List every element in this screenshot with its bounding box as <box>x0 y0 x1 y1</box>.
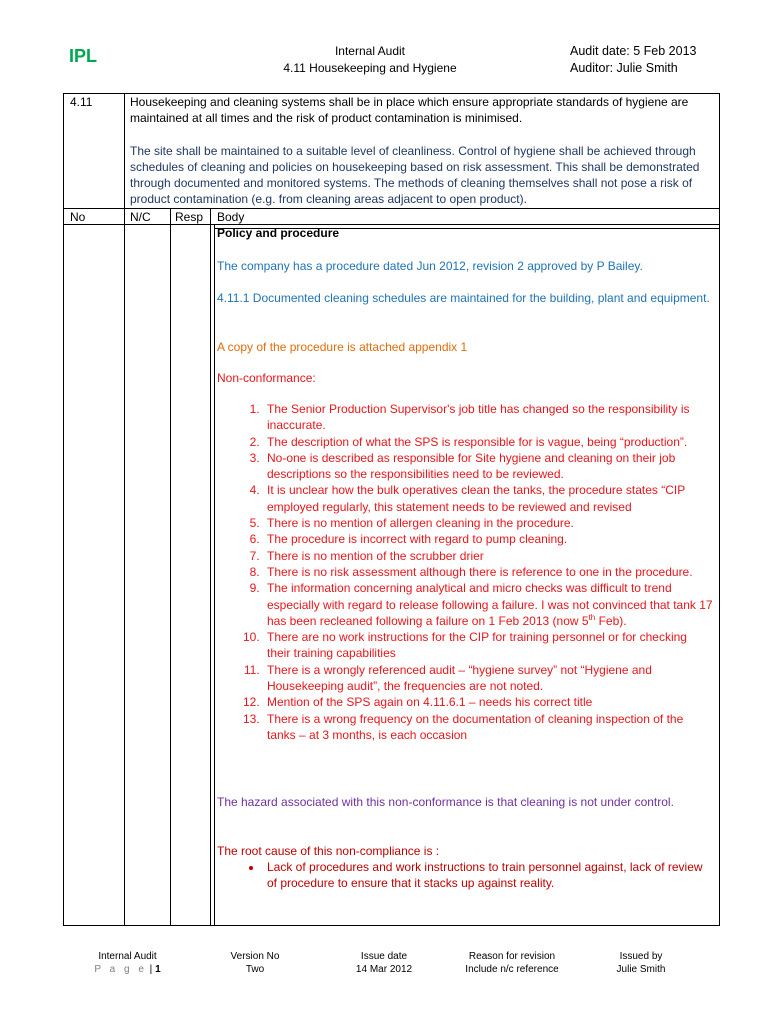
nc-item: 13. There is a wrong frequency on the documentation of cleaning inspection of the tanks – at 3 months, is each occasion <box>263 711 713 744</box>
footer-doc-name: Internal Audit <box>98 951 157 962</box>
auditor-name: Auditor: Julie Smith <box>570 61 678 75</box>
ordinal-suffix: th <box>588 612 596 622</box>
company-logo: IPL <box>69 46 98 66</box>
non-conformance-list <box>217 401 713 743</box>
column-header-body: Body <box>217 210 245 224</box>
nc-item: 3. No-one is described as responsible for Site hygiene and cleaning on their job descriptions so the responsibilities need to be reviewed. <box>263 450 713 483</box>
footer-revision-value: Include n/c reference <box>465 964 559 975</box>
root-cause-item: • Lack of procedures and work instructions to train personnel against, lack of review of procedure to ensure that it stacks up against reality. <box>263 859 713 892</box>
root-cause-list <box>217 859 713 892</box>
audit-date: Audit date: 5 Feb 2013 <box>570 44 697 58</box>
nc-item: 5. There is no mention of allergen cleaning in the procedure. <box>263 515 713 531</box>
nc-item: 12. Mention of the SPS again on 4.11.6.1 – needs his correct title <box>263 694 713 710</box>
section-heading: Policy and procedure <box>217 226 340 240</box>
column-header-resp: Resp <box>175 210 204 224</box>
document-title <box>250 43 490 77</box>
nc-item: 1. The Senior Production Supervisor's job title has changed so the responsibility is inaccurate. <box>263 401 713 434</box>
footer-issued-by-value: Julie Smith <box>616 964 666 975</box>
footer-version-value: Two <box>245 964 265 975</box>
title-line-2: 4.11 Housekeeping and Hygiene <box>283 61 457 75</box>
nc-item: 8. There is no risk assessment although there is reference to one in the procedure. <box>263 564 713 580</box>
nc-item: 6. The procedure is incorrect with regard to pump cleaning. <box>263 531 713 547</box>
procedure-note: The company has a procedure dated Jun 2012, revision 2 approved by P Bailey. <box>217 259 643 273</box>
hazard-statement: The hazard associated with this non-conformance is that cleaning is not under control. <box>217 795 674 809</box>
page-label: P a g e <box>94 964 147 975</box>
attachment-note: A copy of the procedure is attached appendix 1 <box>217 340 468 354</box>
column-header-no: No <box>70 210 86 224</box>
root-cause-label: The root cause of this non-compliance is : <box>217 844 440 858</box>
nc-item: 2. The description of what the SPS is responsible for is vague, being “production”. <box>263 434 713 450</box>
footer-revision-reason <box>450 950 574 976</box>
page-separator: | <box>149 964 153 975</box>
footer-doc-info <box>80 950 175 976</box>
footer-page <box>80 963 175 976</box>
nc-item: 11. There is a wrongly referenced audit – “hygiene survey” not “Hygiene and Housekeeping audit”, the frequencies are not noted. <box>263 662 713 695</box>
schedules-note: 4.11.1 Documented cleaning schedules are maintained for the building, plant and equipment. <box>217 291 710 305</box>
clause-number: 4.11 <box>70 95 93 109</box>
footer-version <box>215 950 295 976</box>
footer-issue-date-label: Issue date <box>360 951 408 962</box>
footer-issue-date <box>340 950 428 976</box>
nc-item <box>263 580 713 629</box>
clause-statement: Housekeeping and cleaning systems shall be in place which ensure appropriate standards of hygiene are maintained at all times and the risk of product contamination is minimised. <box>130 95 689 125</box>
footer-issue-date-value: 14 Mar 2012 <box>355 964 413 975</box>
nc-item-tail: Feb). <box>595 613 627 628</box>
nc-item: 7. There is no mention of the scrubber drier <box>263 548 713 564</box>
footer-issued-by-label: Issued by <box>619 951 663 962</box>
footer-revision-label: Reason for revision <box>468 951 556 962</box>
nc-item: 4. It is unclear how the bulk operatives clean the tanks, the procedure states “CIP employed regularly, this statement needs to be reviewed and revised <box>263 482 713 515</box>
column-header-nc: N/C <box>130 210 151 224</box>
non-conformance-label: Non-conformance: <box>217 371 316 385</box>
page-number: 1 <box>155 964 161 975</box>
title-line-1: Internal Audit <box>334 44 406 58</box>
clause-requirement: The site shall be maintained to a suitable level of cleanliness. Control of hygiene shall be achieved through schedules of cleaning and policies on housekeeping based on risk assessment. This shall be demonstrated through documented and monitored systems. The methods of cleaning themselves shall not pose a risk of product contamination (e.g. from cleaning areas adjacent to open product). <box>130 144 700 206</box>
audit-info <box>570 43 696 77</box>
footer-issued-by <box>600 950 682 976</box>
nc-item-text: The information concerning analytical and micro checks was difficult to trend especially with regard to release following a failure. I was not convinced that tank 17 has been recleaned following a failure on 1 Feb 2013 (now 5 <box>267 581 713 628</box>
nc-item: 10. There are no work instructions for the CIP for training personnel or for checking their training capabilities <box>263 629 713 662</box>
footer-version-label: Version No <box>230 951 280 962</box>
